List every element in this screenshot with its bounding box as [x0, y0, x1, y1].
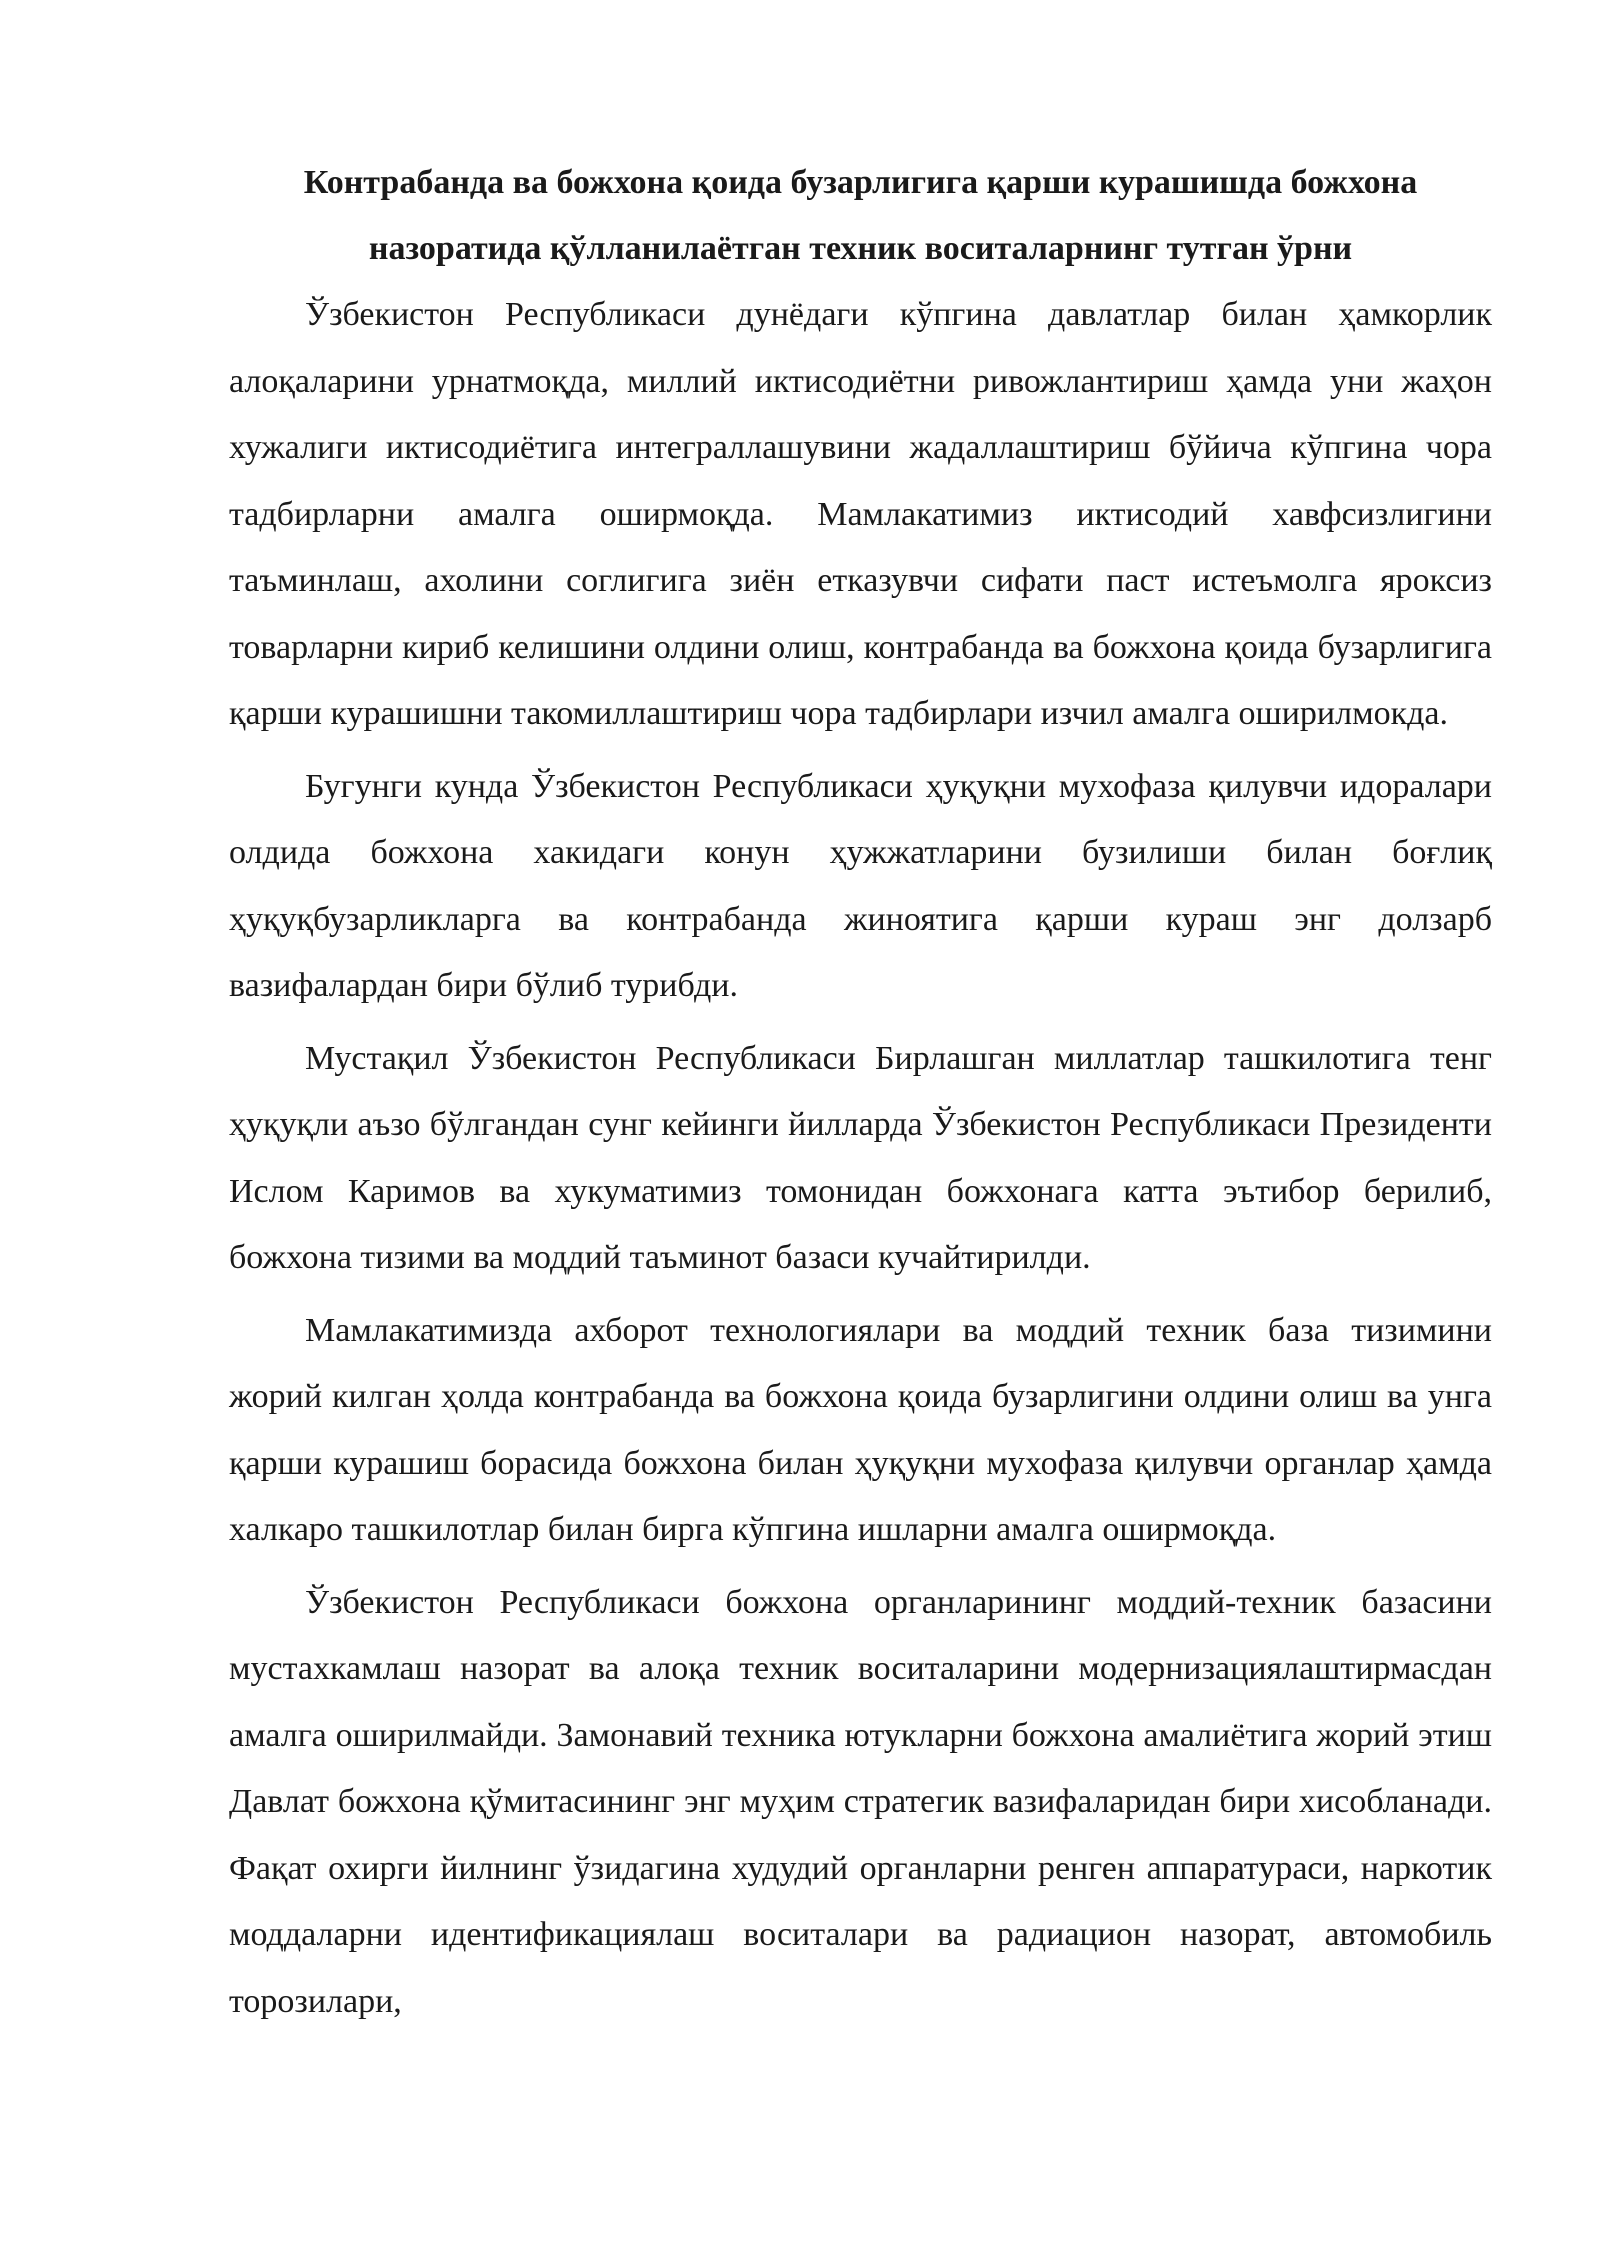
- paragraph-4: Мамлакатимизда ахборот технологиялари ва моддий техник база тизимини жорий килган ҳолда контрабанда ва божхона қоида бузарлигини олдини олиш ва унга қарши курашиш борасида божхона билан ҳуқуқни мухофаза қилувчи органлар ҳамда халкаро ташкилотлар билан бирга кўпгина ишларни амалга оширмоқда.: [229, 1311, 1492, 1548]
- paragraph-2: Бугунги кунда Ўзбекистон Республикаси ҳуқуқни мухофаза қилувчи идоралари олдида божхона хакидаги конун ҳужжатларини бузилиши билан боғлиқ ҳуқуқбузарликларга ва контрабанда жиноятига қарши кураш энг долзарб вазифалардан бири бўлиб турибди.: [229, 767, 1492, 1004]
- title-line-1: Контрабанда ва божхона қоида бузарлигига қарши курашишда божхона: [303, 164, 1418, 201]
- paragraph-3: Мустақил Ўзбекистон Республикаси Бирлашган миллатлар ташкилотига тенг ҳуқуқли аъзо бўлгандан сунг кейинги йилларда Ўзбекистон Республикаси Президенти Ислом Каримов ва хукуматимиз томонидан божхонага катта эътибор берилиб, божхона тизими ва моддий таъминот базаси кучайтирилди.: [229, 1039, 1492, 1276]
- title-line-2: назоратида қўлланилаётган техник воситаларнинг тутган ўрни: [368, 230, 1353, 267]
- paragraph-5: Ўзбекистон Республикаси божхона органларининг моддий-техник базасини мустахкамлаш назорат ва алоқа техник воситаларини модернизациялаштирмасдан амалга оширилмайди. Замонавий техника ютукларни божхона амалиётига жорий этиш Давлат божхона қўмитасининг энг муҳим стратегик вазифаларидан бири хисобланади. Фақат охирги йилнинг ўзидагина худудий органларни ренген аппаратураси, наркотик моддаларни идентификациялаш воситалари ва радиацион назорат, автомобиль торозилари,: [229, 1583, 1492, 2020]
- paragraph-1: Ўзбекистон Республикаси дунёдаги кўпгина давлатлар билан ҳамкорлик алоқаларини урнатмоқда, миллий иктисодиётни ривожлантириш ҳамда уни жаҳон хужалиги иктисодиётига интеграллашувини жадаллаштириш бўйича кўпгина чора тадбирларни амалга оширмоқда. Мамлакатимиз иктисодий хавфсизлигини таъминлаш, ахолини соглигига зиён етказувчи сифати паст истеъмолга яроксиз товарларни кириб келишини олдини олиш, контрабанда ва божхона қоида бузарлигига қарши курашишни такомиллаштириш чора тадбирлари изчил амалга оширилмокда.: [229, 296, 1492, 732]
- document-title: [229, 150, 1492, 282]
- document-page: [229, 150, 1492, 2035]
